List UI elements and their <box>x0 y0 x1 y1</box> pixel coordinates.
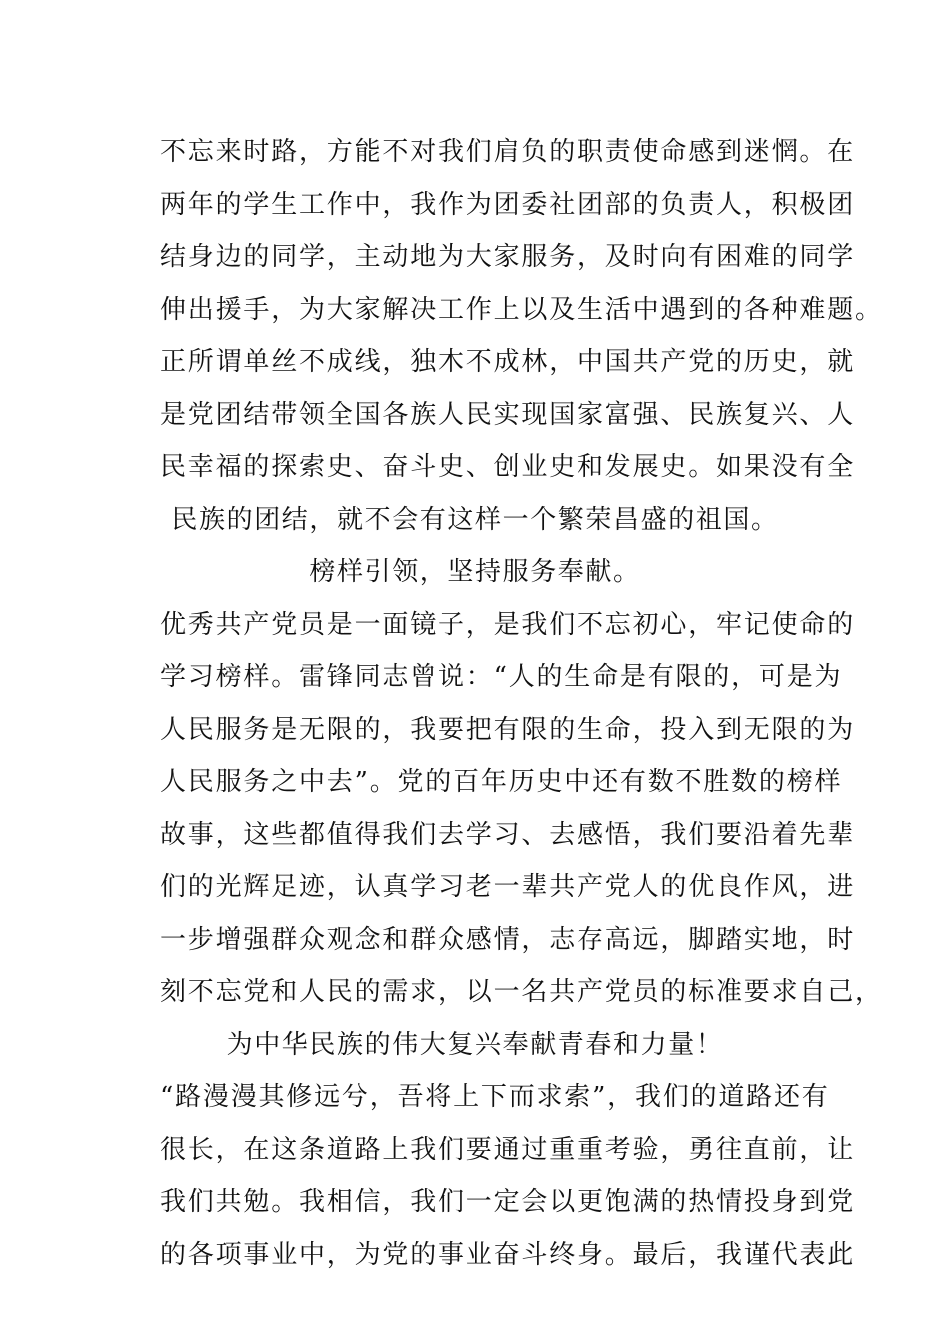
paragraph-line: 不忘来时路，方能不对我们肩负的职责使命感到迷惘。在 <box>160 137 856 167</box>
paragraph-line: 刻不忘党和人民的需求，以一名共产党员的标准要求自己， <box>160 977 883 1007</box>
paragraph-line: “路漫漫其修远兮，吾将上下而求索”，我们的道路还有 <box>160 1082 830 1112</box>
paragraph-line: 两年的学生工作中，我作为团委社团部的负责人，积极团 <box>160 189 856 220</box>
paragraph-line: 人民服务之中去”。党的百年历史中还有数不胜数的榜样 <box>160 767 843 797</box>
paragraph-line: 一步增强群众观念和群众感情，志存高远，脚踏实地，时 <box>160 924 856 955</box>
paragraph-line: 伸出援手，为大家解决工作上以及生活中遇到的各种难题。 <box>160 294 883 325</box>
paragraph-line: 正所谓单丝不成线，独木不成林，中国共产党的历史，就 <box>160 347 856 377</box>
paragraph-line: 我们共勉。我相信，我们一定会以更饱满的热情投身到党 <box>160 1187 856 1217</box>
section-heading: 榜样引领，坚持服务奉献。 <box>309 557 641 587</box>
paragraph-line: 优秀共产党员是一面镜子，是我们不忘初心，牢记使命的 <box>160 609 856 640</box>
paragraph-line: 们的光辉足迹，认真学习老一辈共产党人的优良作风，进 <box>160 872 856 902</box>
paragraph-line: 是党团结带领全国各族人民实现国家富强、民族复兴、人 <box>160 399 856 430</box>
paragraph-line: 的各项事业中，为党的事业奋斗终身。最后，我谨代表此 <box>160 1239 856 1270</box>
paragraph-line: 结身边的同学，主动地为大家服务，及时向有困难的同学 <box>160 242 856 272</box>
paragraph-line: 故事，这些都值得我们去学习、去感悟，我们要沿着先辈 <box>160 819 856 850</box>
paragraph-line-centered: 民族的团结，就不会有这样一个繁荣昌盛的祖国。 <box>171 504 779 535</box>
paragraph-line: 很长，在这条道路上我们要通过重重考验，勇往直前，让 <box>160 1134 856 1165</box>
paragraph-line-centered: 为中华民族的伟大复兴奉献青春和力量！ <box>226 1029 724 1060</box>
paragraph-line: 学习榜样。雷锋同志曾说：“人的生命是有限的，可是为 <box>160 662 843 692</box>
paragraph-line: 民幸福的探索史、奋斗史、创业史和发展史。如果没有全 <box>160 452 856 482</box>
paragraph-line: 人民服务是无限的，我要把有限的生命，投入到无限的为 <box>160 714 856 745</box>
